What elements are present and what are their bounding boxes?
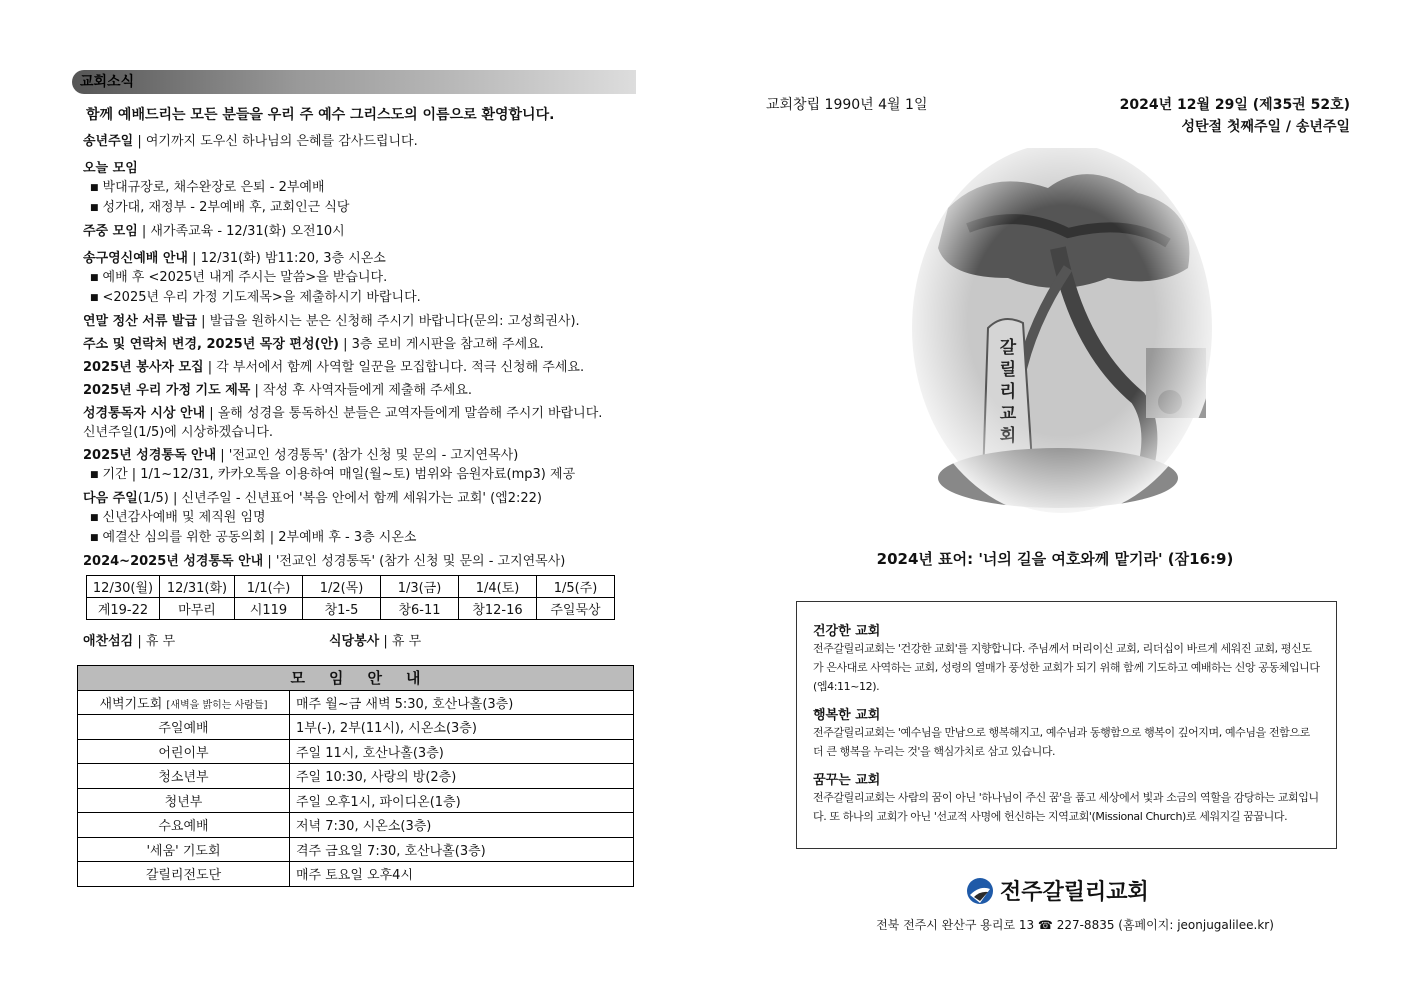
duty-kitchen: 식당봉사 | 휴 무 xyxy=(329,634,422,649)
table-row xyxy=(78,739,634,764)
news-next-bullet-2: ■ 예결산 심의를 위한 공동의회 | 2부예배 후 - 3층 시온소 xyxy=(90,528,636,548)
schedule-days-row xyxy=(87,576,615,598)
news-volunteer: 2025년 봉사자 모집 | 각 부서에서 함께 사역할 일꾼을 모집합니다. 적극 신청해 주세요. xyxy=(83,360,585,375)
meeting-name: '세움' 기도회 xyxy=(78,837,290,862)
church-logo-name: 전주갈릴리교회 xyxy=(1000,880,1149,905)
church-logo xyxy=(966,875,1149,906)
news-today-bullet-1: ■ 박대규장로, 채수완장로 은퇴 - 2부예배 xyxy=(90,178,636,198)
issue-subtitle: 성탄절 첫째주일 / 송년주일 xyxy=(1181,119,1350,135)
meeting-time: 주일 오후1시, 파이디온(1층) xyxy=(290,788,634,813)
meetings-table xyxy=(77,665,634,887)
meeting-name: 어린이부 xyxy=(78,739,290,764)
news-next-sunday: 다음 주일(1/5) | 신년주일 - 신년표어 '복음 안에서 함께 세워가는 교회' (엡2:22) xyxy=(83,491,542,506)
schedule-day: 1/2(목) xyxy=(303,576,381,598)
schedule-day: 1/1(수) xyxy=(235,576,303,598)
vision-text: 전주갈릴리교회는 사람의 꿈이 아닌 '하나님이 주신 꿈'을 품고 세상에서 빛과 소금의 역할을 감당하는 교회입니다. 또 하나의 교회가 아닌 '선교적 사명에 헌신하는 지역교회'(Missional Church)로 세워지길 꿈꿉니다. xyxy=(813,791,1319,823)
reading-schedule-table xyxy=(86,575,615,620)
news-bible-award: 성경통독자 시상 안내 | 올해 성경을 통독하신 분들은 교역자들에게 말씀해 주시기 바랍니다. xyxy=(83,406,603,421)
meeting-name: 청소년부 xyxy=(78,764,290,789)
meetings-header: 모임안내 xyxy=(78,666,634,691)
schedule-day: 1/3(금) xyxy=(381,576,459,598)
news-bible-2024-2025: 2024~2025년 성경통독 안내 | '전교인 성경통독' (참가 신청 및 문의 - 고지연목사) xyxy=(83,554,566,569)
meeting-time: 주일 10:30, 사랑의 방(2층) xyxy=(290,764,634,789)
news-bible-2025: 2025년 성경통독 안내 | '전교인 성경통독' (참가 신청 및 문의 - 고지연목사) xyxy=(83,448,519,463)
vision-title: 건강한 교회 xyxy=(813,624,881,639)
welcome-message: 함께 예배드리는 모든 분들을 우리 주 예수 그리스도의 이름으로 환영합니다. xyxy=(86,107,555,123)
meeting-time: 매주 월~금 새벽 5:30, 호산나홀(3층) xyxy=(290,690,634,715)
news-midweek: 주중 모임 | 새가족교육 - 12/31(화) 오전10시 xyxy=(83,224,345,239)
news-address: 주소 및 연락처 변경, 2025년 목장 편성(안) | 3층 로비 게시판을 참고해 주세요. xyxy=(83,337,544,352)
table-row xyxy=(78,690,634,715)
vision-title: 꿈꾸는 교회 xyxy=(813,773,881,788)
news-tax: 연말 정산 서류 발급 | 발급을 원하시는 분은 신청해 주시기 바랍니다(문의: 고성희권사). xyxy=(83,314,580,329)
table-row xyxy=(78,764,634,789)
church-address-footer: 전북 전주시 완산구 용리로 13 ☎ 227-8835 (홈페이지: jeonjugalilee.kr) xyxy=(876,918,1274,932)
schedule-readings-row xyxy=(87,598,615,620)
news-newyear: 송구영신예배 안내 | 12/31(화) 밤11:20, 3층 시온소 xyxy=(83,251,386,266)
schedule-reading: 마무리 xyxy=(160,598,235,620)
founded-date: 교회창립 1990년 4월 1일 xyxy=(766,97,928,113)
news-bible-2025-bullet: ■ 기간 | 1/1~12/31, 카카오톡을 이용하여 매일(월~토) 범위와 음원자료(mp3) 제공 xyxy=(90,465,636,485)
schedule-reading: 창1-5 xyxy=(303,598,381,620)
meeting-time: 저녁 7:30, 시온소(3층) xyxy=(290,813,634,838)
meeting-time: 매주 토요일 오후4시 xyxy=(290,862,634,887)
schedule-day: 1/4(토) xyxy=(459,576,537,598)
schedule-reading: 창12-16 xyxy=(459,598,537,620)
bulletin-news-page xyxy=(72,70,636,887)
meeting-name: 주일예배 xyxy=(78,715,290,740)
church-stone-photo xyxy=(908,148,1216,526)
meeting-name: 청년부 xyxy=(78,788,290,813)
meeting-name: 갈릴리전도단 xyxy=(78,862,290,887)
meeting-time: 1부(-), 2부(11시), 시온소(3층) xyxy=(290,715,634,740)
news-today-bullet-2: ■ 성가대, 재정부 - 2부예배 후, 교회인근 식당 xyxy=(90,198,636,218)
news-prayer: 2025년 우리 가정 기도 제목 | 작성 후 사역자들에게 제출해 주세요. xyxy=(83,383,472,398)
vision-text: 전주갈릴리교회는 '예수님을 만남으로 행복해지고, 예수님과 동행함으로 행복이 깊어지며, 예수님을 전함으로 더 큰 행복을 누리는 것'을 핵심가치로 삼고 있습니다. xyxy=(813,726,1310,758)
table-row xyxy=(78,788,634,813)
duty-choir: 애찬섬김 | 휴 무 xyxy=(83,634,176,649)
news-today-title: 오늘 모임 xyxy=(83,161,138,176)
news-newyear-bullet-1: ■ 예배 후 <2025년 내게 주시는 말씀>을 받습니다. xyxy=(90,268,636,288)
church-logo-icon xyxy=(966,877,994,905)
duty-row xyxy=(83,630,636,649)
news-newyear-bullet-2: ■ <2025년 우리 가정 기도제목>을 제출하시기 바랍니다. xyxy=(90,288,636,308)
church-vision-box xyxy=(796,601,1337,849)
schedule-reading: 주일묵상 xyxy=(537,598,615,620)
issue-date: 2024년 12월 29일 (제35권 52호) xyxy=(1119,97,1350,113)
meeting-time: 격주 금요일 7:30, 호산나홀(3층) xyxy=(290,837,634,862)
vision-text: 전주갈릴리교회는 '건강한 교회'를 지향합니다. 주님께서 머리이신 교회, 리더십이 바르게 세워진 교회, 평신도가 은사대로 사역하는 교회, 성령의 열매가 풍성한 교회가 되기 위해 함께 기도하고 예배하는 신앙 공동체입니다(엡4:11~12). xyxy=(813,642,1320,693)
meeting-time: 주일 11시, 호산나홀(3층) xyxy=(290,739,634,764)
schedule-reading: 계19-22 xyxy=(87,598,160,620)
vision-title: 행복한 교회 xyxy=(813,708,881,723)
meeting-name: 새벽기도회 [새벽을 밝히는 사람들] xyxy=(78,690,290,715)
news-bible-award-2: 신년주일(1/5)에 시상하겠습니다. xyxy=(83,425,274,440)
section-title-bar: 교회소식 xyxy=(72,70,636,94)
news-next-bullet-1: ■ 신년감사예배 및 제직원 임명 xyxy=(90,508,636,528)
table-row xyxy=(78,813,634,838)
schedule-day: 12/30(월) xyxy=(87,576,160,598)
news-songnyeon: 송년주일 | 여기까지 도우신 하나님의 은혜를 감사드립니다. xyxy=(83,134,418,149)
schedule-reading: 창6-11 xyxy=(381,598,459,620)
year-motto: 2024년 표어: '너의 길을 여호와께 맡기라' (잠16:9) xyxy=(876,550,1234,568)
issue-header xyxy=(1120,94,1350,138)
table-row xyxy=(78,862,634,887)
table-row xyxy=(78,837,634,862)
schedule-reading: 시119 xyxy=(235,598,303,620)
meeting-name: 수요예배 xyxy=(78,813,290,838)
schedule-day: 12/31(화) xyxy=(160,576,235,598)
schedule-day: 1/5(주) xyxy=(537,576,615,598)
table-row xyxy=(78,715,634,740)
